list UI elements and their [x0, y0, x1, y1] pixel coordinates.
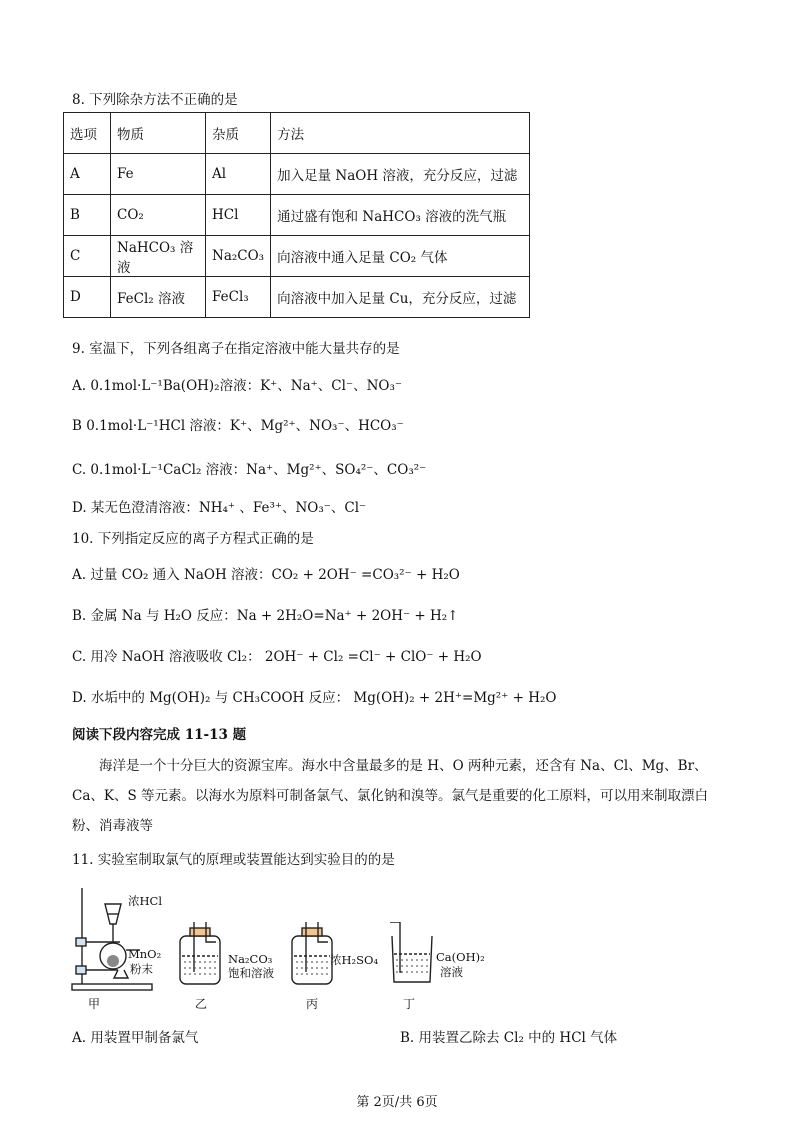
table-cell: D — [64, 277, 111, 318]
q10-title: 10. 下列指定反应的离子方程式正确的是 — [72, 531, 314, 547]
table-cell: 通过盛有饱和 NaHCO₃ 溶液的洗气瓶 — [271, 195, 530, 236]
label-caoh2-solution: 溶液 — [440, 965, 463, 979]
table-header: 杂质 — [206, 113, 271, 154]
q9-option-a: A. 0.1mol·L⁻¹Ba(OH)₂溶液：K⁺、Na⁺、Cl⁻、NO₃⁻ — [72, 378, 402, 394]
table-cell: NaHCO₃ 溶液 — [111, 236, 206, 277]
reading-paragraph: 海洋是一个十分巨大的资源宝库。海水中含量最多的是 H、O 两种元素，还含有 Na、Cl、Mg、Br、Ca、K、S 等元素。以海水为原料可制备氯气、氯化钠和溴等。氯气是重要的化工原料，可以用来制取漂白粉、消毒液等 — [72, 758, 709, 834]
table-cell: B — [64, 195, 111, 236]
label-caoh2: Ca(OH)₂ — [436, 950, 485, 964]
table-cell: Na₂CO₃ — [206, 236, 271, 277]
table-row — [64, 154, 530, 195]
caption-jia: 甲 — [88, 997, 101, 1011]
table-header: 方法 — [271, 113, 530, 154]
table-cell: FeCl₃ — [206, 277, 271, 318]
reading-heading: 阅读下段内容完成 11-13 题 — [72, 727, 247, 743]
q8-title: 8. 下列除杂方法不正确的是 — [72, 92, 238, 108]
q10-option-a: A. 过量 CO₂ 通入 NaOH 溶液：CO₂ + 2OH⁻ =CO₃²⁻ + H₂O — [72, 567, 460, 583]
q11-title: 11. 实验室制取氯气的原理或装置能达到实验目的的是 — [72, 852, 395, 868]
table-cell: FeCl₂ 溶液 — [111, 277, 206, 318]
table-cell: CO₂ — [111, 195, 206, 236]
q9-option-d: D. 某无色澄清溶液：NH₄⁺ 、Fe³⁺、NO₃⁻、Cl⁻ — [72, 500, 367, 516]
table-header-row — [64, 113, 530, 154]
caption-ding: 丁 — [403, 997, 416, 1011]
table-row — [64, 277, 530, 318]
label-h2so4: 浓H₂SO₄ — [330, 953, 379, 967]
q11-option-b: B. 用装置乙除去 Cl₂ 中的 HCl 气体 — [400, 1030, 618, 1046]
table-row — [64, 195, 530, 236]
table-header: 物质 — [111, 113, 206, 154]
label-na2co3: Na₂CO₃ — [228, 952, 273, 966]
table-cell: 加入足量 NaOH 溶液，充分反应，过滤 — [271, 154, 530, 195]
table-cell: 向溶液中通入足量 CO₂ 气体 — [271, 236, 530, 277]
table-cell: HCl — [206, 195, 271, 236]
q10-option-b: B. 金属 Na 与 H₂O 反应：Na + 2H₂O=Na⁺ + 2OH⁻ + H₂↑ — [72, 608, 459, 624]
q9-option-c: C. 0.1mol·L⁻¹CaCl₂ 溶液：Na⁺、Mg²⁺、SO₄²⁻、CO₃²⁻ — [72, 462, 427, 478]
table-header: 选项 — [64, 113, 111, 154]
table-cell: 向溶液中加入足量 Cu，充分反应，过滤 — [271, 277, 530, 318]
label-mno2: MnO₂ — [128, 947, 162, 961]
q10-option-d: D. 水垢中的 Mg(OH)₂ 与 CH₃COOH 反应： Mg(OH)₂ + 2H⁺=Mg²⁺ + H₂O — [72, 690, 557, 706]
q10-option-c: C. 用冷 NaOH 溶液吸收 Cl₂： 2OH⁻ + Cl₂ =Cl⁻ + ClO⁻ + H₂O — [72, 649, 482, 665]
caption-yi: 乙 — [195, 997, 208, 1011]
q9-option-b: B 0.1mol·L⁻¹HCl 溶液：K⁺、Mg²⁺、NO₃⁻、HCO₃⁻ — [72, 418, 404, 434]
table-cell: Fe — [111, 154, 206, 195]
label-powder: 粉末 — [130, 962, 153, 976]
label-na2co3-solution: 饱和溶液 — [228, 966, 274, 980]
table-cell: C — [64, 236, 111, 277]
q8-table — [63, 112, 530, 318]
table-cell: A — [64, 154, 111, 195]
table-row — [64, 236, 530, 277]
apparatus-ding-icon — [386, 922, 438, 986]
caption-bing: 丙 — [306, 997, 319, 1011]
table-cell: Al — [206, 154, 271, 195]
page-footer: 第 2页/共 6页 — [356, 1095, 438, 1110]
label-hcl: 浓HCl — [128, 894, 163, 908]
apparatus-yi-icon — [176, 922, 226, 988]
q9-title: 9. 室温下，下列各组离子在指定溶液中能大量共存的是 — [72, 341, 400, 357]
q11-option-a: A. 用装置甲制备氯气 — [72, 1030, 199, 1046]
